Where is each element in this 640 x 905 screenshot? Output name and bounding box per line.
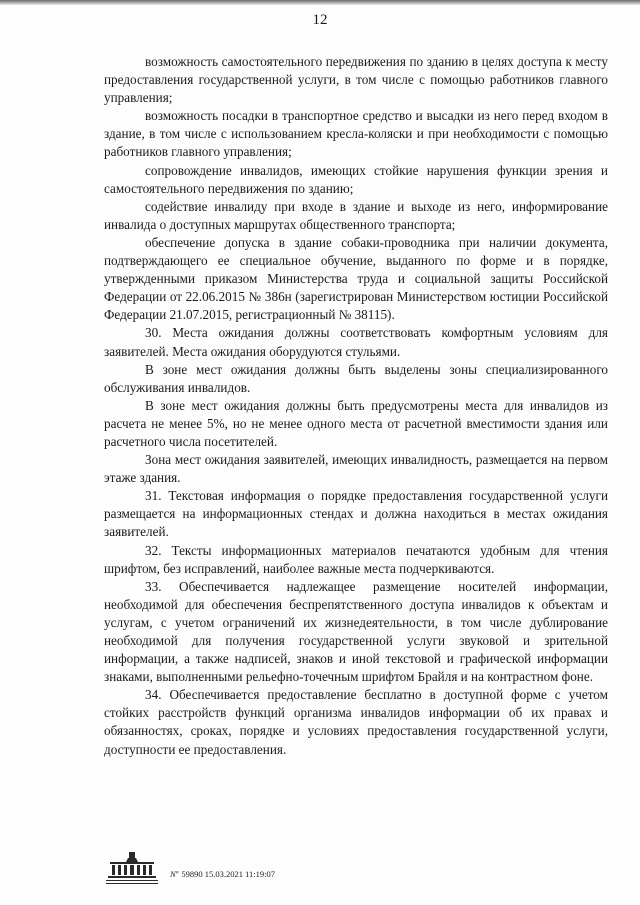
document-footer <box>104 850 404 890</box>
paragraph: содействие инвалиду при входе в здание и выходе из него, информирование инвалида о доступных маршрутах общественного транспорта; <box>104 198 608 232</box>
paragraph: В зоне мест ожидания должны быть выделены зоны специализированного обслуживания инвалидов. <box>104 361 608 395</box>
page-number: 12 <box>312 12 328 28</box>
emblem-icon <box>104 850 160 886</box>
registration-stamp <box>170 869 275 879</box>
document-body <box>104 53 608 759</box>
paragraph: сопровождение инвалидов, имеющих стойкие нарушения функции зрения и самостоятельного передвижения по зданию; <box>104 162 608 196</box>
paragraph-item-32: 32. Тексты информационных материалов печатаются удобным для чтения шрифтом, без исправлений, наиболее важные места подчеркиваются. <box>104 542 608 576</box>
paragraph: В зоне мест ожидания должны быть предусмотрены места для инвалидов из расчета не менее 5%, но не менее одного места от расчетной вместимости здания или расчетного числа посетителей. <box>104 397 608 449</box>
registration-number-date: 59890 15.03.2021 11:19:07 <box>181 869 275 879</box>
paragraph-item-33: 33. Обеспечивается надлежащее размещение носителей информации, необходимой для обеспечения беспрепятственного доступа инвалидов к объектам и услугам, с учетом ограничений их жизнедеятельности, в том числе дублирование необходимой для получения государственной услуги звуковой и зрительной информации, а также надписей, знаков и иной текстовой и графической информации знаками, выполненными рельефно-точечным шрифтом Брайля и на контрастном фоне. <box>104 578 608 685</box>
paragraph-item-30: 30. Места ожидания должны соответствовать комфортным условиям для заявителей. Места ожидания оборудуются стульями. <box>104 325 608 359</box>
scan-top-edge <box>0 0 640 5</box>
paragraph-item-31: 31. Текстовая информация о порядке предоставления государственной услуги размещается на информационных стендах и должна находиться в местах ожидания заявителей. <box>104 488 608 540</box>
paragraph: Зона мест ожидания заявителей, имеющих инвалидность, размещается на первом этаже здания. <box>104 452 608 486</box>
paragraph: возможность посадки в транспортное средство и высадки из него перед входом в здание, в том числе с использованием кресла-коляски и при необходимости с помощью работников главного управления; <box>104 108 608 160</box>
number-sign: Nº <box>170 869 179 879</box>
paragraph: обеспечение допуска в здание собаки-проводника при наличии документа, подтверждающего ее специальное обучение, выданного по форме и в порядке, утвержденными приказом Министерства труда и социальной защиты Российской Федерации от 22.06.2015 № 386н (зарегистрирован Министерством юстиции Российской Федерации 21.07.2015, регистрационный № 38115). <box>104 234 608 323</box>
paragraph-item-34: 34. Обеспечивается предоставление бесплатно в доступной форме с учетом стойких расстройств функций организма инвалидов информации об их правах и обязанностях, сроках, порядке и условиях предоставления государственной услуги, доступности ее предоставления. <box>104 687 608 757</box>
paragraph: возможность самостоятельного передвижения по зданию в целях доступа к месту предоставления государственной услуги, в том числе с помощью работников главного управления; <box>104 54 608 106</box>
